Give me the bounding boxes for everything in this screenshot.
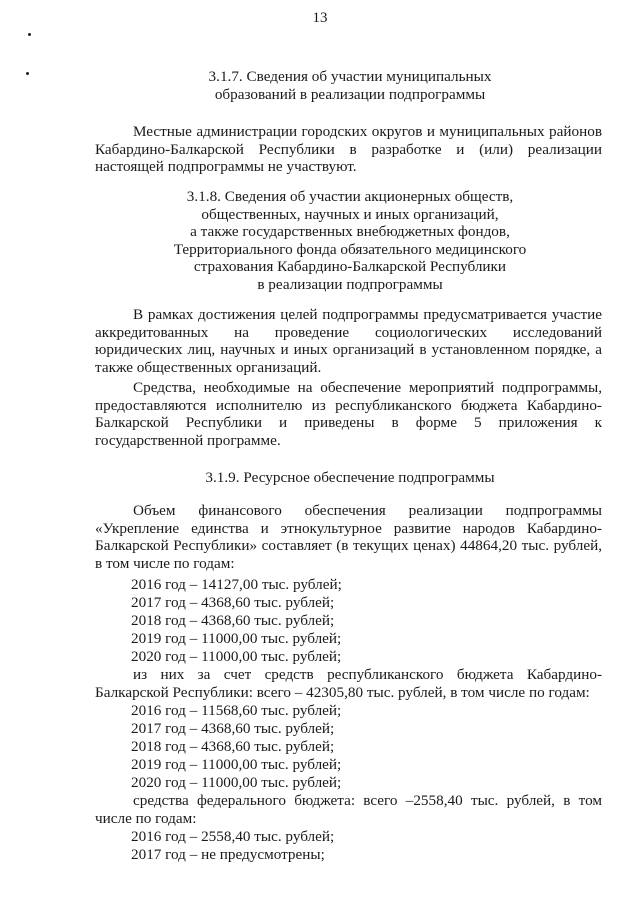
federal-year-2016: 2016 год – 2558,40 тыс. рублей; [131, 828, 335, 845]
page-number: 13 [312, 10, 328, 26]
scan-speck [26, 72, 29, 75]
regional-year-2018: 2018 год – 4368,60 тыс. рублей; [131, 738, 335, 755]
total-year-2019: 2019 год – 11000,00 тыс. рублей; [131, 630, 342, 647]
total-year-2017: 2017 год – 4368,60 тыс. рублей; [131, 594, 335, 611]
section-3-1-8-paragraph-1: В рамках достижения целей подпрограммы предусматривается участие аккредитованных на проведение социологических исследований юридических лиц, научных и иных организаций в установленном порядке, а также общественных организаций. [95, 306, 602, 376]
regional-year-2016: 2016 год – 11568,60 тыс. рублей; [131, 702, 342, 719]
total-year-2020: 2020 год – 11000,00 тыс. рублей; [131, 648, 342, 665]
total-year-2016: 2016 год – 14127,00 тыс. рублей; [131, 576, 342, 593]
section-heading-3-1-8: 3.1.8. Сведения об участии акционерных обществ, общественных, научных и иных организаций, а также государственных внебюджетных фондов, Территориального фонда обязательного медицинского страхования Кабардино-Балкарской Республики в реализации подпрограммы [173, 188, 527, 293]
scan-speck [28, 33, 31, 36]
regional-budget-intro: из них за счет средств республиканского бюджета Кабардино- Балкарской Республики: всего – 42305,80 тыс. рублей, в том числе по годам: [95, 666, 602, 701]
section-heading-3-1-7: 3.1.7. Сведения об участии муниципальных образований в реализации подпрограммы [208, 68, 492, 103]
resource-intro: Объем финансового обеспечения реализации подпрограммы «Укрепление единства и этнокультурное развитие народов Кабардино- Балкарской Республики» составляет (в текущих ценах) 44864,20 тыс. рублей, в том числе по годам: [95, 502, 602, 572]
federal-year-2017: 2017 год – не предусмотрены; [131, 846, 325, 863]
section-3-1-8-paragraph-2: Средства, необходимые на обеспечение мероприятий подпрограммы, предоставляются исполнителю из республиканского бюджета Кабардино- Балкарской Республики и приведены в форме 5 приложения к государственной программе. [95, 379, 602, 449]
regional-year-2019: 2019 год – 11000,00 тыс. рублей; [131, 756, 342, 773]
section-heading-3-1-9: 3.1.9. Ресурсное обеспечение подпрограммы [205, 469, 495, 486]
federal-budget-intro: средства федерального бюджета: всего –2558,40 тыс. рублей, в том числе по годам: [95, 792, 602, 827]
section-3-1-7-text: Местные администрации городских округов и муниципальных районов Кабардино-Балкарской Республики в разработке и (или) реализации настоящей подпрограммы не участвуют. [95, 123, 602, 176]
regional-year-2017: 2017 год – 4368,60 тыс. рублей; [131, 720, 335, 737]
total-year-2018: 2018 год – 4368,60 тыс. рублей; [131, 612, 335, 629]
regional-year-2020: 2020 год – 11000,00 тыс. рублей; [131, 774, 342, 791]
